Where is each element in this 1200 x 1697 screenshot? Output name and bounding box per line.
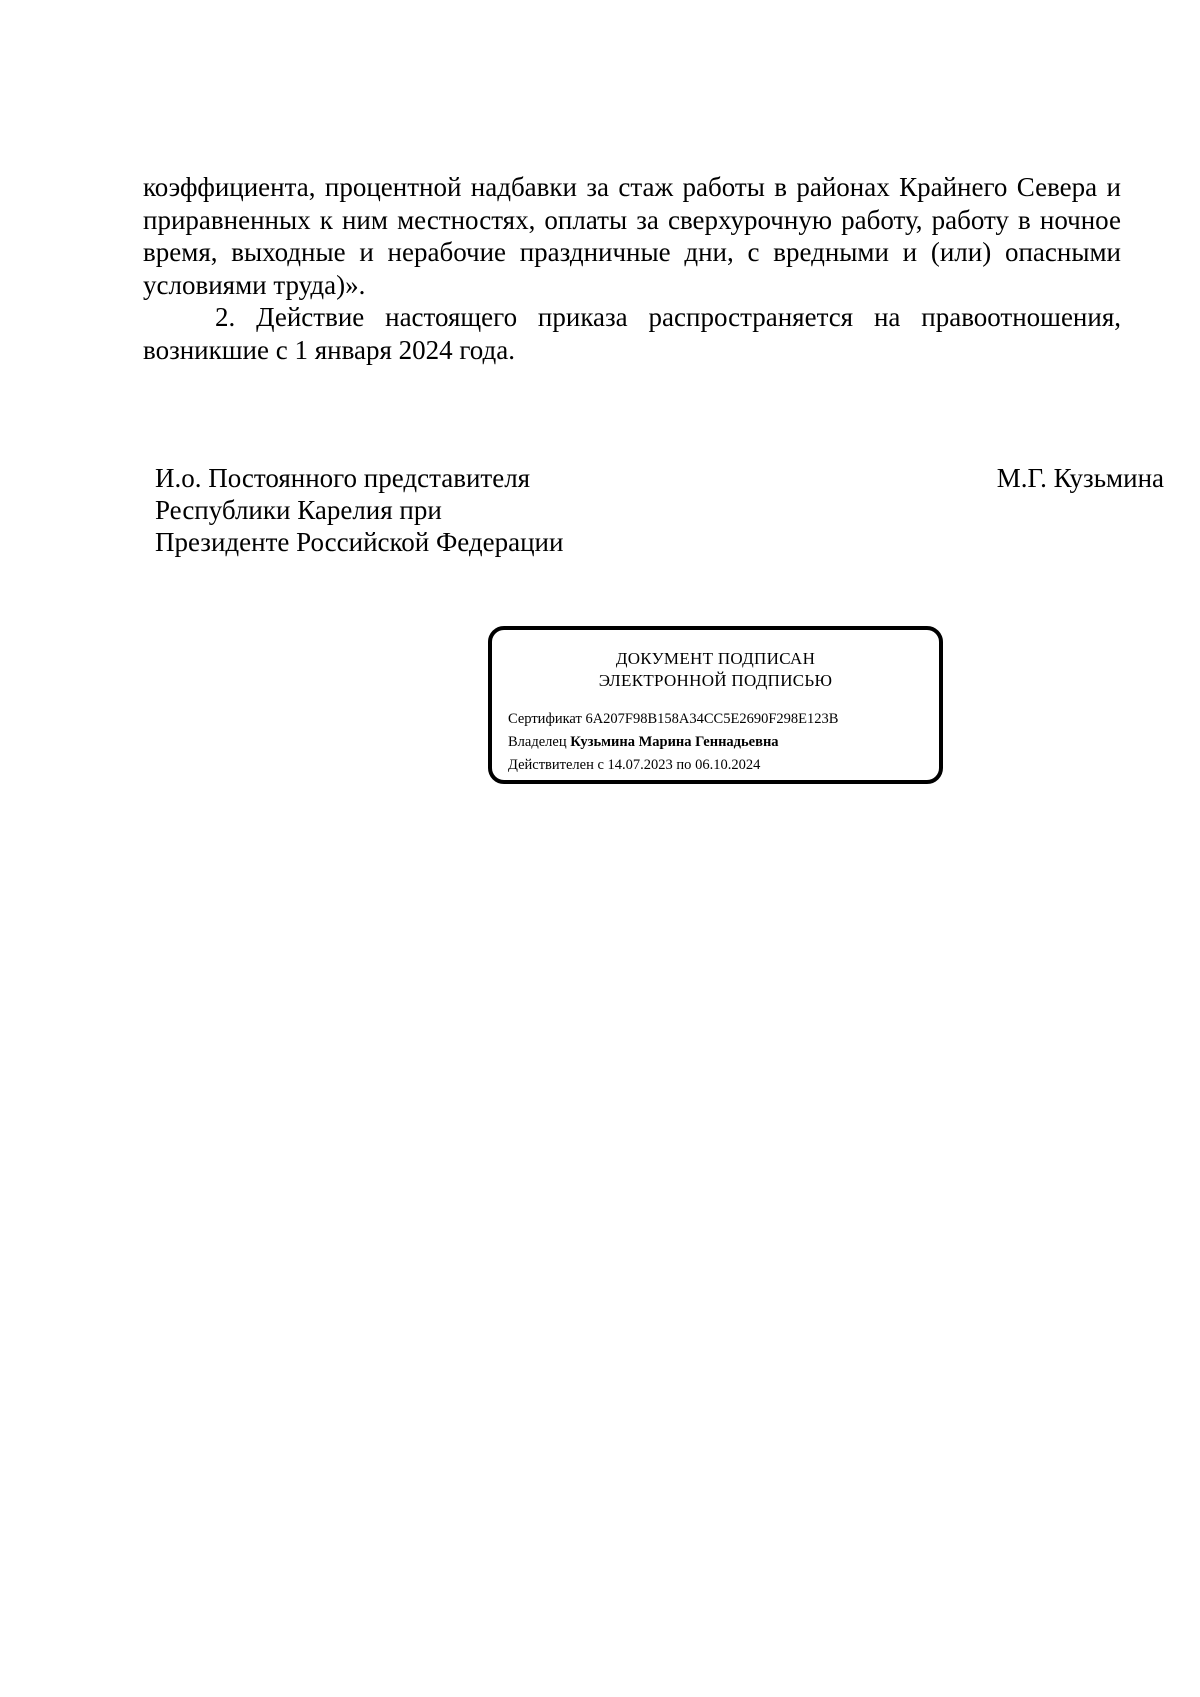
certificate-value: 6A207F98B158A34CC5E2690F298E123B	[585, 711, 839, 727]
stamp-details	[508, 708, 838, 777]
signer-position-line: Республики Карелия при	[155, 495, 442, 525]
document-body	[143, 171, 1121, 366]
stamp-title-line: ДОКУМЕНТ ПОДПИСАН	[615, 649, 816, 668]
owner-label: Владелец	[508, 734, 567, 750]
signer-position-line: И.о. Постоянного представителя	[155, 463, 531, 493]
signer-position	[155, 462, 563, 558]
electronic-signature-stamp	[488, 626, 943, 784]
paragraph-item-2: 2. Действие настоящего приказа распространяется на правоотношения, возникшие с 1 января 2024 года.	[143, 302, 1121, 365]
certificate-label: Сертификат	[508, 711, 582, 727]
stamp-title	[492, 648, 939, 692]
valid-to-label: по	[676, 757, 692, 773]
valid-from-date: 14.07.2023	[607, 757, 673, 773]
signer-position-line: Президенте Российской Федерации	[155, 527, 564, 557]
valid-to-date: 06.10.2024	[695, 757, 761, 773]
paragraph-continuation: коэффициента, процентной надбавки за стаж работы в районах Крайнего Севера и приравненных к ним местностях, оплаты за сверхурочную работу, работу в ночное время, выходные и нерабочие праздничные дни, с вредными и (или) опасными условиями труда)».	[143, 172, 1121, 300]
valid-from-label: Действителен с	[508, 757, 604, 773]
stamp-validity-row	[508, 754, 838, 777]
owner-value: Кузьмина Марина Геннадьевна	[570, 734, 779, 750]
stamp-owner-row	[508, 731, 838, 754]
stamp-certificate-row	[508, 708, 838, 731]
stamp-title-line: ЭЛЕКТРОННОЙ ПОДПИСЬЮ	[598, 671, 833, 690]
signer-name: М.Г. Кузьмина	[996, 463, 1164, 493]
